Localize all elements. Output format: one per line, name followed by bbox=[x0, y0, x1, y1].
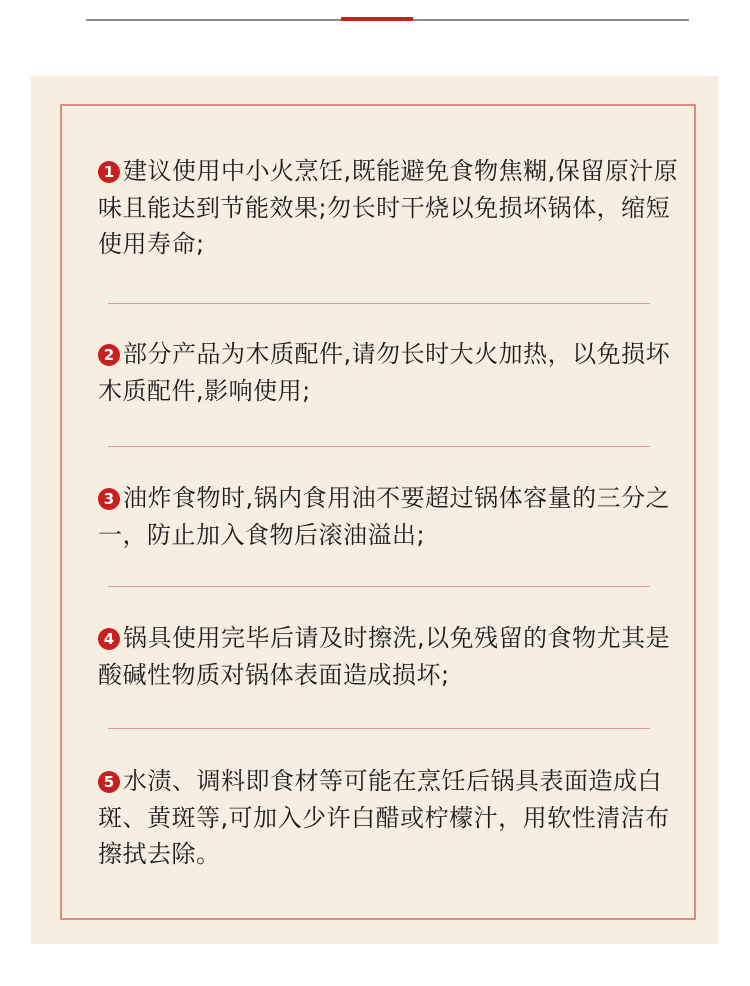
number-badge-icon: 1 bbox=[98, 161, 120, 183]
tip-text: 锅具使用完毕后请及时擦洗,以免残留的食物尤其是酸碱性物质对锅体表面造成损坏; bbox=[98, 624, 671, 689]
tip-divider bbox=[108, 728, 650, 729]
tip-text: 水渍、调料即食材等可能在烹饪后锅具表面造成白斑、黄斑等,可加入少许白醋或柠檬汁，用软性清洁布擦拭去除。 bbox=[98, 767, 670, 868]
header-accent-bar bbox=[341, 17, 413, 21]
tip-text: 建议使用中小火烹饪,既能避免食物焦糊,保留原汁原味且能达到节能效果;勿长时干烧以免损坏锅体，缩短使用寿命; bbox=[98, 157, 679, 258]
tip-item-5 bbox=[98, 763, 683, 873]
tip-text: 部分产品为木质配件,请勿长时大火加热，以免损坏木质配件,影响使用; bbox=[98, 340, 671, 405]
tip-divider bbox=[108, 303, 650, 304]
tip-text: 油炸食物时,锅内食用油不要超过锅体容量的三分之一，防止加入食物后滚油溢出; bbox=[98, 484, 671, 549]
number-badge-icon: 4 bbox=[98, 628, 120, 650]
number-badge-icon: 5 bbox=[98, 771, 120, 793]
tip-item-2 bbox=[98, 336, 683, 409]
tip-item-1 bbox=[98, 153, 683, 263]
tip-item-3 bbox=[98, 480, 683, 553]
tip-divider bbox=[108, 586, 650, 587]
number-badge-icon: 2 bbox=[98, 344, 120, 366]
number-badge-icon: 3 bbox=[98, 488, 120, 510]
tip-divider bbox=[108, 446, 650, 447]
tip-item-4 bbox=[98, 620, 683, 693]
